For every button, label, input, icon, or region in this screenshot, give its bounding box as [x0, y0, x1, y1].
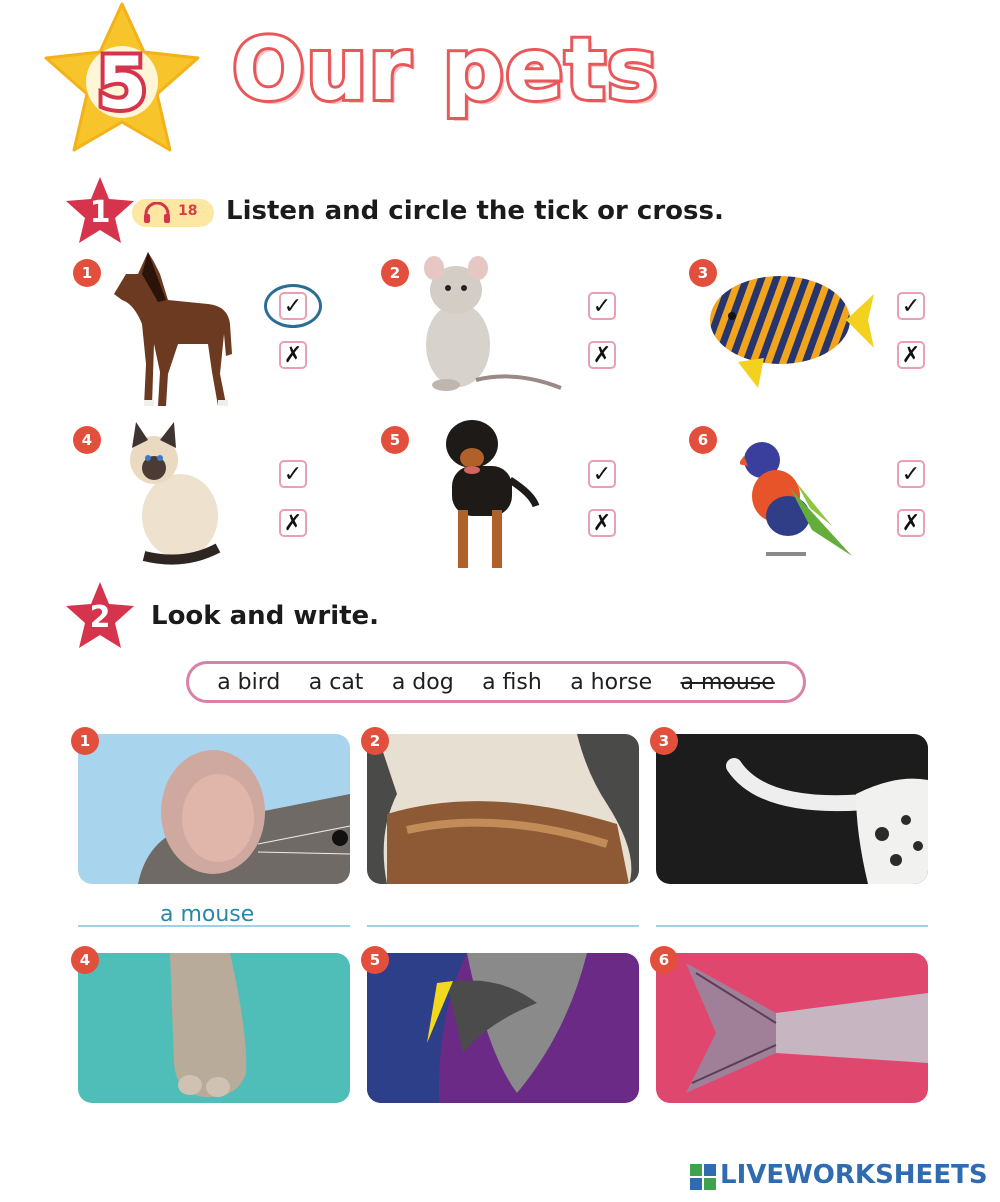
footer-brand[interactable]: LIVEWORKSHEETS — [720, 1160, 988, 1190]
audio-track-number: 18 — [178, 203, 198, 219]
svg-text:3: 3 — [697, 264, 709, 282]
item-badge — [72, 425, 102, 455]
cat-image — [124, 420, 224, 565]
photo-panel-2 — [367, 734, 639, 884]
panel-badge — [360, 726, 390, 756]
unit-number: 5 — [96, 41, 148, 125]
tick-option-3[interactable]: ✓ — [897, 292, 925, 320]
cross-option-2[interactable]: ✗ — [588, 341, 616, 369]
panel-badge — [70, 945, 100, 975]
item-badge — [72, 258, 102, 288]
dog-tail-image — [656, 734, 928, 884]
word-bank-item: a bird — [217, 669, 281, 695]
exercise-2-star-icon — [64, 580, 136, 652]
mouse-image — [416, 250, 566, 395]
panel-badge — [649, 726, 679, 756]
cross-option-3[interactable]: ✗ — [897, 341, 925, 369]
exercise-2-number: 2 — [89, 600, 111, 635]
svg-text:6: 6 — [697, 431, 709, 449]
audio-track-badge[interactable] — [132, 199, 214, 227]
cat-paw-image — [78, 953, 350, 1103]
item-badge — [688, 425, 718, 455]
exercise-1-number: 1 — [89, 195, 111, 230]
cross-option-1[interactable]: ✗ — [279, 341, 307, 369]
svg-text:4: 4 — [79, 951, 91, 969]
dog-image — [432, 414, 542, 574]
item-badge — [380, 258, 410, 288]
word-bank — [186, 661, 806, 703]
svg-text:2: 2 — [369, 732, 381, 750]
word-bank-item: a fish — [482, 669, 542, 695]
tick-option-4[interactable]: ✓ — [279, 460, 307, 488]
photo-panel-4 — [78, 953, 350, 1103]
tick-option-1[interactable]: ✓ — [279, 292, 307, 320]
item-badge — [380, 425, 410, 455]
exercise-1-instruction: Listen and circle the tick or cross. — [226, 196, 724, 226]
svg-text:1: 1 — [81, 264, 93, 282]
svg-text:1: 1 — [79, 732, 91, 750]
word-bank-item-crossed: a mouse — [680, 669, 775, 695]
cross-option-4[interactable]: ✗ — [279, 509, 307, 537]
bird-beak-image — [367, 953, 639, 1103]
word-bank-item: a horse — [570, 669, 653, 695]
unit-title: Our pets — [232, 20, 659, 120]
tick-option-2[interactable]: ✓ — [588, 292, 616, 320]
fish-tail-image — [656, 953, 928, 1103]
svg-text:5: 5 — [369, 951, 381, 969]
exercise-1-star-icon — [64, 175, 136, 247]
panel-badge — [360, 945, 390, 975]
tick-option-5[interactable]: ✓ — [588, 460, 616, 488]
photo-panel-3 — [656, 734, 928, 884]
cross-option-6[interactable]: ✗ — [897, 509, 925, 537]
svg-text:2: 2 — [389, 264, 401, 282]
svg-text:6: 6 — [658, 951, 670, 969]
panel-badge — [649, 945, 679, 975]
fish-image — [708, 272, 876, 392]
photo-panel-6 — [656, 953, 928, 1103]
photo-panel-5 — [367, 953, 639, 1103]
panel-badge — [70, 726, 100, 756]
horse-hoof-image — [367, 734, 639, 884]
svg-text:3: 3 — [658, 732, 670, 750]
svg-text:5: 5 — [389, 431, 401, 449]
horse-image — [108, 244, 238, 412]
tick-option-6[interactable]: ✓ — [897, 460, 925, 488]
answer-text-1[interactable]: a mouse — [160, 902, 255, 927]
svg-text:4: 4 — [81, 431, 93, 449]
exercise-2-instruction: Look and write. — [151, 601, 380, 631]
headphones-icon — [142, 202, 172, 224]
answer-line-2[interactable] — [367, 925, 639, 927]
cross-option-5[interactable]: ✗ — [588, 509, 616, 537]
word-bank-item: a dog — [391, 669, 454, 695]
photo-panel-1 — [78, 734, 350, 884]
unit-star-icon — [40, 0, 205, 160]
liveworksheets-logo-icon — [690, 1164, 718, 1190]
answer-line-3[interactable] — [656, 925, 928, 927]
mouse-ear-image — [78, 734, 350, 884]
parrot-image — [740, 438, 854, 564]
word-bank-item: a cat — [308, 669, 364, 695]
